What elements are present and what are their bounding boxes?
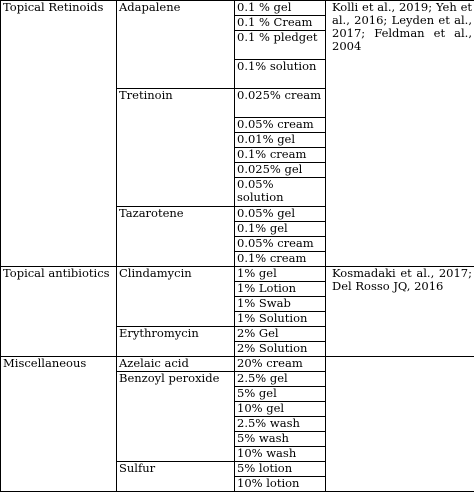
drug-cell: Clindamycin: [117, 267, 235, 327]
formulation-cell: 2% Gel: [235, 327, 326, 342]
formulation-cell: 0.1% cream: [235, 148, 326, 163]
formulation-cell: 20% cream: [235, 357, 326, 372]
drug-cell: Tazarotene: [117, 207, 235, 267]
formulation-cell: 0.025% cream: [235, 89, 326, 118]
formulation-cell: 5% gel: [235, 387, 326, 402]
drug-cell: Adapalene: [117, 1, 235, 89]
formulation-cell: 0.05% cream: [235, 237, 326, 252]
formulation-cell: 2% Solution: [235, 342, 326, 357]
reference-cell: Kolli et al., 2019; Yeh et al., 2016; Leyden et al., 2017; Feldman et al., 2004: [326, 1, 474, 267]
formulation-cell: 0.1 % pledget: [235, 31, 326, 60]
drug-cell: Tretinoin: [117, 89, 235, 207]
formulation-cell: 0.1% gel: [235, 222, 326, 237]
formulation-cell: 5% wash: [235, 432, 326, 447]
category-cell: Miscellaneous: [1, 357, 117, 492]
formulation-cell: 5% lotion: [235, 462, 326, 477]
formulation-cell: 0.1% solution: [235, 60, 326, 89]
formulation-cell: 0.1 % Cream: [235, 16, 326, 31]
formulation-cell: 0.01% gel: [235, 133, 326, 148]
formulation-cell: 10% wash: [235, 447, 326, 462]
table-row: [1, 267, 474, 282]
reference-cell: Kosmadaki et al., 2017; Del Rosso JQ, 2016: [326, 267, 474, 357]
formulation-cell: 10% gel: [235, 402, 326, 417]
drug-cell: Azelaic acid: [117, 357, 235, 372]
drug-cell: Sulfur: [117, 462, 235, 492]
table-row: [1, 357, 474, 372]
formulation-cell: 0.05% gel: [235, 207, 326, 222]
formulation-cell: 2.5% gel: [235, 372, 326, 387]
category-cell: Topical antibiotics: [1, 267, 117, 357]
category-cell: Topical Retinoids: [1, 1, 117, 267]
drug-cell: Benzoyl peroxide: [117, 372, 235, 462]
formulation-cell: 1% gel: [235, 267, 326, 282]
formulation-cell: 0.05% solution: [235, 178, 326, 207]
formulation-cell: 0.1% cream: [235, 252, 326, 267]
formulation-cell: 0.1 % gel: [235, 1, 326, 16]
formulation-cell: 0.05% cream: [235, 118, 326, 133]
formulation-cell: 0.025% gel: [235, 163, 326, 178]
formulation-cell: 1% Lotion: [235, 282, 326, 297]
formulation-cell: 10% lotion: [235, 477, 326, 492]
formulation-cell: 1% Solution: [235, 312, 326, 327]
reference-cell: [326, 357, 474, 492]
drug-cell: Erythromycin: [117, 327, 235, 357]
formulation-cell: 1% Swab: [235, 297, 326, 312]
formulation-cell: 2.5% wash: [235, 417, 326, 432]
table-row: [1, 1, 474, 16]
